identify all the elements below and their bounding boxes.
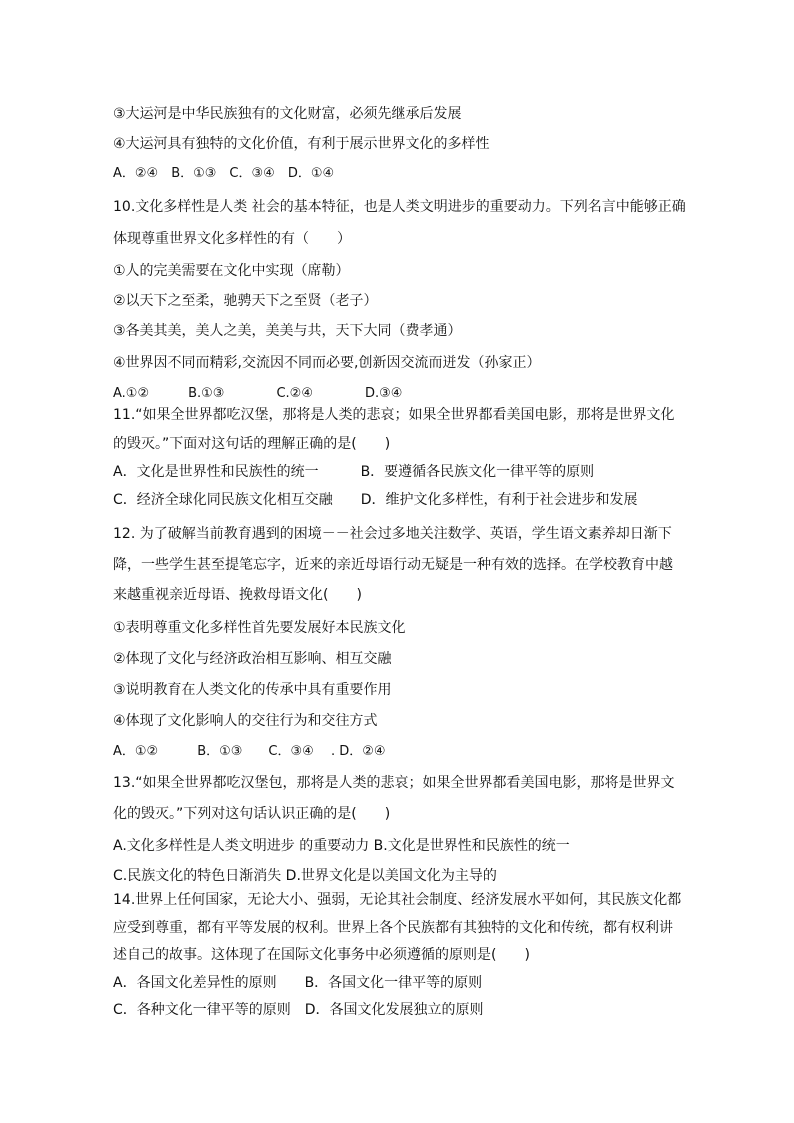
question-14-text: 14.世界上任何国家，无论大小、强弱，无论其社会制度、经济发展水平如何，其民族文化都	[113, 892, 682, 908]
option-line: ②以天下之至柔，驰骋天下之至贤（老子）	[113, 293, 378, 309]
answer-choices: C．各种文化一律平等的原则 D．各国文化发展独立的原则	[113, 1002, 484, 1018]
question-14-text: 应受到尊重，都有平等发展的权利。世界上各个民族都有其独特的文化和传统，都有权利讲	[113, 920, 673, 936]
option-line: ④大运河具有独特的文化价值，有利于展示世界文化的多样性	[113, 136, 490, 152]
answer-choices: A．各国文化差异性的原则 B．各国文化一律平等的原则	[113, 975, 483, 991]
option-line: ①人的完美需要在文化中实现（席勒）	[113, 263, 350, 279]
question-10-text: 体现尊重世界文化多样性的有（ ）	[113, 231, 351, 247]
question-13-text: 化的毁灭。”下列对这句话认识正确的是( )	[113, 806, 391, 822]
question-12-text: 降，一些学生甚至提笔忘字，近来的亲近母语行动无疑是一种有效的选择。在学校教育中越	[113, 557, 673, 573]
option-line: ④世界因不同而精彩,交流因不同而必要,创新因交流而迸发（孙家正）	[113, 355, 541, 371]
option-line: ④体现了文化影响人的交往行为和交往方式	[113, 713, 378, 729]
answer-choices: C.民族文化的特色日渐消失 D.世界文化是以美国文化为主导的	[113, 868, 497, 884]
question-11-text: 11.“如果全世界都吃汉堡，那将是人类的悲哀；如果全世界都看美国电影，那将是世界文化	[113, 407, 675, 423]
question-10-text: 10.文化多样性是人类 社会的基本特征，也是人类文明进步的重要动力。下列名言中能够正确	[113, 199, 686, 215]
question-13-text: 13.“如果全世界都吃汉堡包，那将是人类的悲哀；如果全世界都看美国电影，那将是世界文	[113, 775, 675, 791]
option-line: ③大运河是中华民族独有的文化财富，必须先继承后发展	[113, 106, 462, 122]
question-12-text: 来越重视亲近母语、挽救母语文化( )	[113, 587, 362, 603]
option-line: ②体现了文化与经济政治相互影响、相互交融	[113, 651, 392, 667]
answer-choices: A．文化是世界性和民族性的统一 B．要遵循各民族文化一律平等的原则	[113, 464, 595, 480]
option-line: ③说明教育在人类文化的传承中具有重要作用	[113, 682, 392, 698]
answer-choices: A.①② B.①③ C.②④ D.③④	[113, 386, 403, 401]
answer-choices: A.文化多样性是人类文明进步 的重要动力 B.文化是世界性和民族性的统一	[113, 838, 570, 854]
answer-choices: A．②④ B．①③ C．③④ D．①④	[113, 166, 335, 181]
option-line: ③各美其美，美人之美，美美与共，天下大同（费孝通）	[113, 323, 462, 339]
option-line: ①表明尊重文化多样性首先要发展好本民族文化	[113, 620, 406, 636]
answer-choices: C．经济全球化同民族文化相互交融 D．维护文化多样性，有利于社会进步和发展	[113, 492, 638, 508]
question-14-text: 述自己的故事。这体现了在国际文化事务中必须遵循的原则是( )	[113, 947, 530, 963]
question-12-text: 12. 为了破解当前教育遇到的困境－－社会过多地关注数学、英语，学生语文素养却日渐下	[113, 526, 672, 542]
answer-choices: A．①② B．①③ C．③④ . D．②④	[113, 744, 386, 759]
question-11-text: 的毁灭。”下面对这句话的理解正确的是( )	[113, 436, 391, 452]
